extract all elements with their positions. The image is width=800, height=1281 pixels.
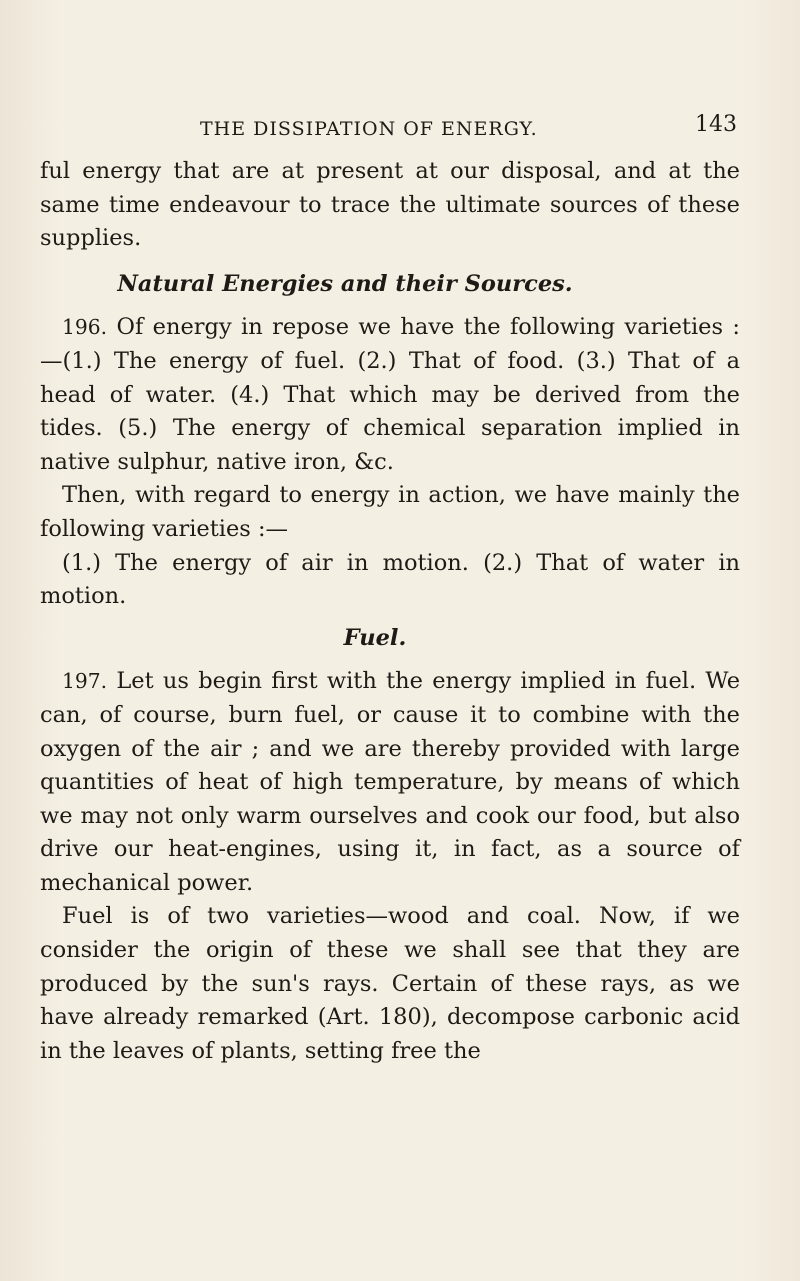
- paragraph-fuel-varieties: Fuel is of two varieties—wood and coal. Now, if we consider the origin of these we shall see that they are produced by the sun's rays. Certain of these rays, as we have already remarked (Art. 180), decompose carbonic acid in the leaves of plants, setting free the: [40, 903, 740, 1064]
- continuation-paragraph: ful energy that are at present at our disposal, and at the same time endeavour to trace the ultimate sources of these supplies.: [40, 158, 740, 252]
- body-text: [40, 155, 740, 1068]
- paragraph-197: [40, 665, 740, 900]
- running-title: THE DISSIPATION OF ENERGY.: [200, 118, 538, 140]
- paragraph-energy-in-action: Then, with regard to energy in action, we have mainly the following varieties :—: [40, 482, 740, 542]
- paragraph-196-text: Of energy in repose we have the following varieties :—(1.) The energy of fuel. (2.) That of food. (3.) That of a head of water. (4.) That which may be derived from the tides. (5.) The energy of chemical separation implied in native sulphur, native iron, &c.: [40, 314, 741, 475]
- paragraph-196: [40, 311, 740, 479]
- section-heading-fuel: Fuel.: [343, 624, 407, 651]
- section-heading-natural-energies: Natural Energies and their Sources.: [117, 270, 573, 297]
- paragraph-air-water-motion: (1.) The energy of air in motion. (2.) That of water in motion.: [40, 549, 740, 610]
- paragraph-number-196: 196.: [62, 315, 108, 340]
- paragraph-number-197: 197.: [62, 669, 108, 694]
- paragraph-197-text: Let us begin first with the energy implied in fuel. We can, of course, burn fuel, or cause it to combine with the oxygen of the air ; and we are thereby provided with large quantities of heat of high temperature, by means of which we may not only warm ourselves and cook our food, but also drive our heat-engines, using it, in fact, as a source of mechanical power.: [40, 668, 741, 896]
- page-number: 143: [695, 112, 737, 137]
